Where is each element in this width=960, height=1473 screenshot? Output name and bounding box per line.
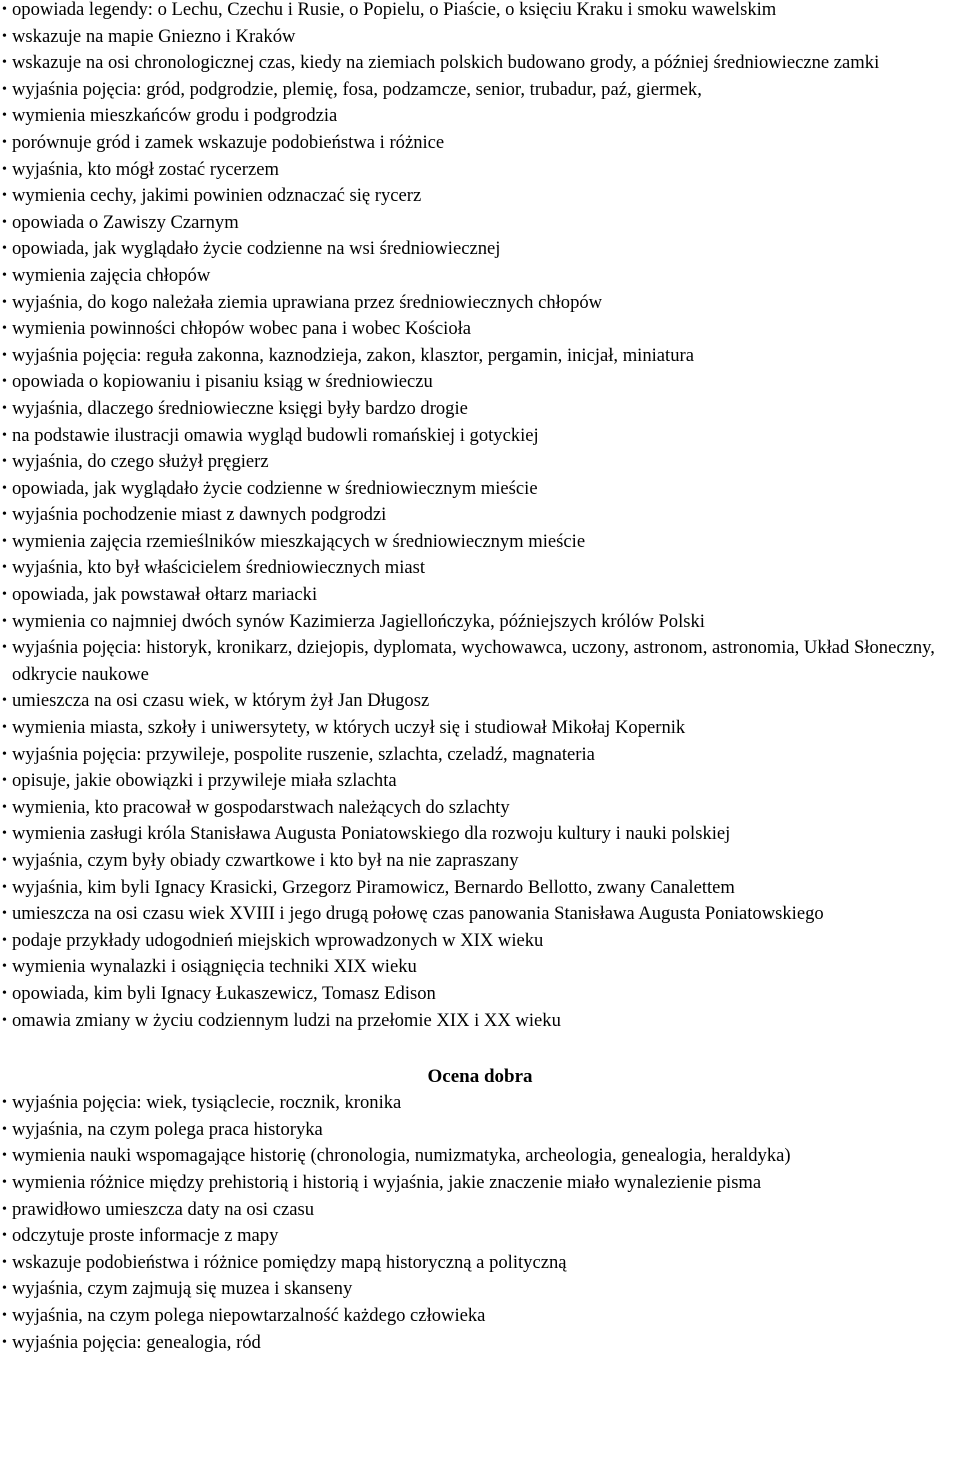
list-item: • wymienia zasługi króla Stanisława Augusta Poniatowskiego dla rozwoju kultury i nauki polskiej [2, 821, 960, 848]
list-item: • porównuje gród i zamek wskazuje podobieństwa i różnice [2, 130, 960, 157]
list-item: • wyjaśnia, czym były obiady czwartkowe i kto był na nie zapraszany [2, 848, 960, 875]
list-item: • umieszcza na osi czasu wiek XVIII i jego drugą połowę czas panowania Stanisława Augusta Poniatowskiego [2, 901, 960, 928]
list-item: • opowiada o Zawiszy Czarnym [2, 210, 960, 237]
list-item: • wskazuje podobieństwa i różnice pomiędzy mapą historyczną a polityczną [2, 1250, 960, 1277]
list-item: • wymienia cechy, jakimi powinien odznaczać się rycerz [2, 183, 960, 210]
list-item: • prawidłowo umieszcza daty na osi czasu [2, 1197, 960, 1224]
list-item: • wyjaśnia, czym zajmują się muzea i skanseny [2, 1276, 960, 1303]
list-item: • umieszcza na osi czasu wiek, w którym żył Jan Długosz [2, 688, 960, 715]
list-item: • wyjaśnia pojęcia: genealogia, ród [2, 1330, 960, 1357]
section-heading: Ocena dobra [427, 1066, 533, 1088]
list-item: • wyjaśnia, do czego służył pręgierz [2, 449, 960, 476]
list-item: • na podstawie ilustracji omawia wygląd budowli romańskiej i gotyckiej [2, 423, 960, 450]
list-item: • wyjaśnia pojęcia: przywileje, pospolite ruszenie, szlachta, czeladź, magnateria [2, 742, 960, 769]
list-item: • omawia zmiany w życiu codziennym ludzi na przełomie XIX i XX wieku [2, 1008, 960, 1035]
list-item: • opowiada legendy: o Lechu, Czechu i Rusie, o Popielu, o Piaście, o księciu Kraku i smoku wawelskim [2, 0, 960, 24]
list-item: • odczytuje proste informacje z mapy [2, 1223, 960, 1250]
list-item: • wyjaśnia, kto był właścicielem średniowiecznych miast [2, 555, 960, 582]
list-item: • wymienia różnice między prehistorią i historią i wyjaśnia, jakie znaczenie miało wynalezienie pisma [2, 1170, 960, 1197]
list-item: • wyjaśnia, do kogo należała ziemia uprawiana przez średniowiecznych chłopów [2, 290, 960, 317]
list-item: • opowiada, jak wyglądało życie codzienne na wsi średniowiecznej [2, 236, 960, 263]
list-item: • wymienia nauki wspomagające historię (chronologia, numizmatyka, archeologia, genealogia, heraldyka) [2, 1143, 960, 1170]
list-item: • wyjaśnia pochodzenie miast z dawnych podgrodzi [2, 502, 960, 529]
list-item: • opowiada, kim byli Ignacy Łukaszewicz, Tomasz Edison [2, 981, 960, 1008]
list-item: • wyjaśnia pojęcia: wiek, tysiąclecie, rocznik, kronika [2, 1090, 960, 1117]
list-item: • wymienia wynalazki i osiągnięcia techniki XIX wieku [2, 954, 960, 981]
list-item: • opowiada o kopiowaniu i pisaniu ksiąg w średniowieczu [2, 369, 960, 396]
list-item: • wyjaśnia pojęcia: historyk, kronikarz, dziejopis, dyplomata, wychowawca, uczony, astronom, astronomia, Układ Słoneczny, odkrycie naukowe [2, 635, 960, 688]
requirements-list-ocena-dobra [0, 1090, 960, 1356]
list-item: • podaje przykłady udogodnień miejskich wprowadzonych w XIX wieku [2, 928, 960, 955]
list-item: • wymienia miasta, szkoły i uniwersytety, w których uczył się i studiował Mikołaj Kopernik [2, 715, 960, 742]
list-item: • wymienia zajęcia chłopów [2, 263, 960, 290]
list-item: • wymienia powinności chłopów wobec pana i wobec Kościoła [2, 316, 960, 343]
list-item: • wskazuje na osi chronologicznej czas, kiedy na ziemiach polskich budowano grody, a później średniowieczne zamki [2, 50, 960, 77]
list-item: • wyjaśnia pojęcia: gród, podgrodzie, plemię, fosa, podzamcze, senior, trubadur, paź, giermek, [2, 77, 960, 104]
list-item: • opowiada, jak powstawał ołtarz mariacki [2, 582, 960, 609]
list-item: • wyjaśnia, kim byli Ignacy Krasicki, Grzegorz Piramowicz, Bernardo Bellotto, zwany Canalettem [2, 875, 960, 902]
list-item: • wyjaśnia, na czym polega praca historyka [2, 1117, 960, 1144]
list-item: • wymienia co najmniej dwóch synów Kazimierza Jagiellończyka, późniejszych królów Polski [2, 609, 960, 636]
list-item: • wskazuje na mapie Gniezno i Kraków [2, 24, 960, 51]
list-item: • wyjaśnia, na czym polega niepowtarzalność każdego człowieka [2, 1303, 960, 1330]
list-item: • opisuje, jakie obowiązki i przywileje miała szlachta [2, 768, 960, 795]
list-item: • wyjaśnia, kto mógł zostać rycerzem [2, 157, 960, 184]
list-item: • wymienia mieszkańców grodu i podgrodzia [2, 103, 960, 130]
list-item: • opowiada, jak wyglądało życie codzienne w średniowiecznym mieście [2, 476, 960, 503]
list-item: • wyjaśnia, dlaczego średniowieczne księgi były bardzo drogie [2, 396, 960, 423]
list-item: • wymienia zajęcia rzemieślników mieszkających w średniowiecznym mieście [2, 529, 960, 556]
list-item: • wyjaśnia pojęcia: reguła zakonna, kaznodzieja, zakon, klasztor, pergamin, inicjał, miniatura [2, 343, 960, 370]
list-item: • wymienia, kto pracował w gospodarstwach należących do szlachty [2, 795, 960, 822]
